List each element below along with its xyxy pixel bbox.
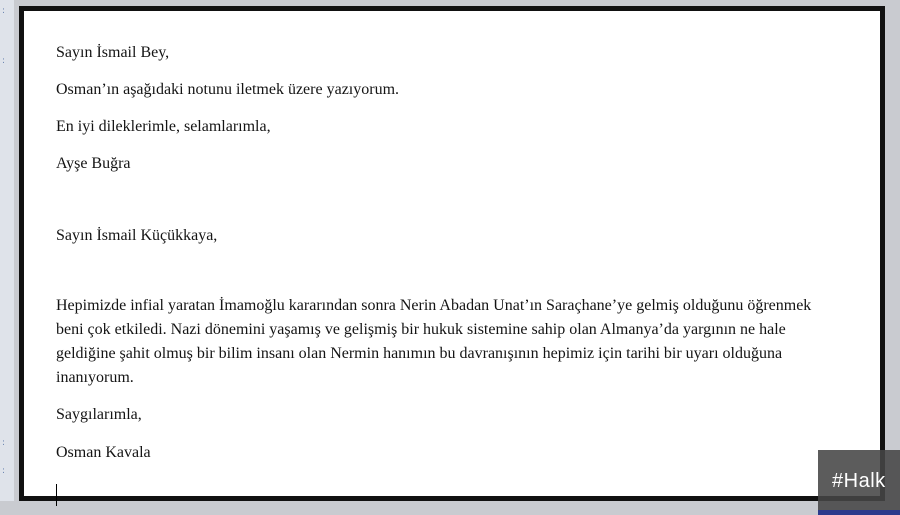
salutation-ismail-kucukkaya: Sayın İsmail Küçükkaya, xyxy=(56,227,218,244)
watermark-text: #Halk xyxy=(832,470,886,492)
intro-line: Osman’ın aşağıdaki notunu iletmek üzere yazıyorum. xyxy=(56,81,400,98)
closing-saygilarimla: Saygılarımla, xyxy=(56,406,142,423)
letter-body-paragraph: Hepimizde infial yaratan İmamoğlu kararından sonra Nerin Abadan Unat’ın Saraçhane’ye gelmiş olduğunu öğrenmek beni çok etkiledi. Nazi dönemini yaşamış ve gelişmiş bir hukuk sistemine sahip olan Almanya’da yargının ne hale geldiğine şahit olmuş bir bilim insanı olan Nermin hanımın bu davranışının hepimiz için tarihi bir uyarı olduğuna inanıyorum. xyxy=(56,297,812,386)
salutation-ismail-bey: Sayın İsmail Bey, xyxy=(56,44,170,61)
margin-mark: : xyxy=(2,438,6,448)
left-margin-strip xyxy=(0,0,14,515)
margin-mark: : xyxy=(2,6,6,16)
text-cursor xyxy=(56,484,57,506)
right-margin-strip xyxy=(885,0,900,515)
signature-ayse-bugra: Ayşe Buğra xyxy=(56,155,131,172)
watermark-accent-bar xyxy=(818,510,900,515)
signature-osman-kavala: Osman Kavala xyxy=(56,444,151,461)
letter-document[interactable] xyxy=(19,6,885,501)
margin-mark: : xyxy=(2,56,6,66)
margin-mark: : xyxy=(2,466,6,476)
closing-regards: En iyi dileklerimle, selamlarımla, xyxy=(56,118,271,135)
bottom-margin-strip xyxy=(0,501,900,515)
watermark-badge xyxy=(818,450,900,510)
